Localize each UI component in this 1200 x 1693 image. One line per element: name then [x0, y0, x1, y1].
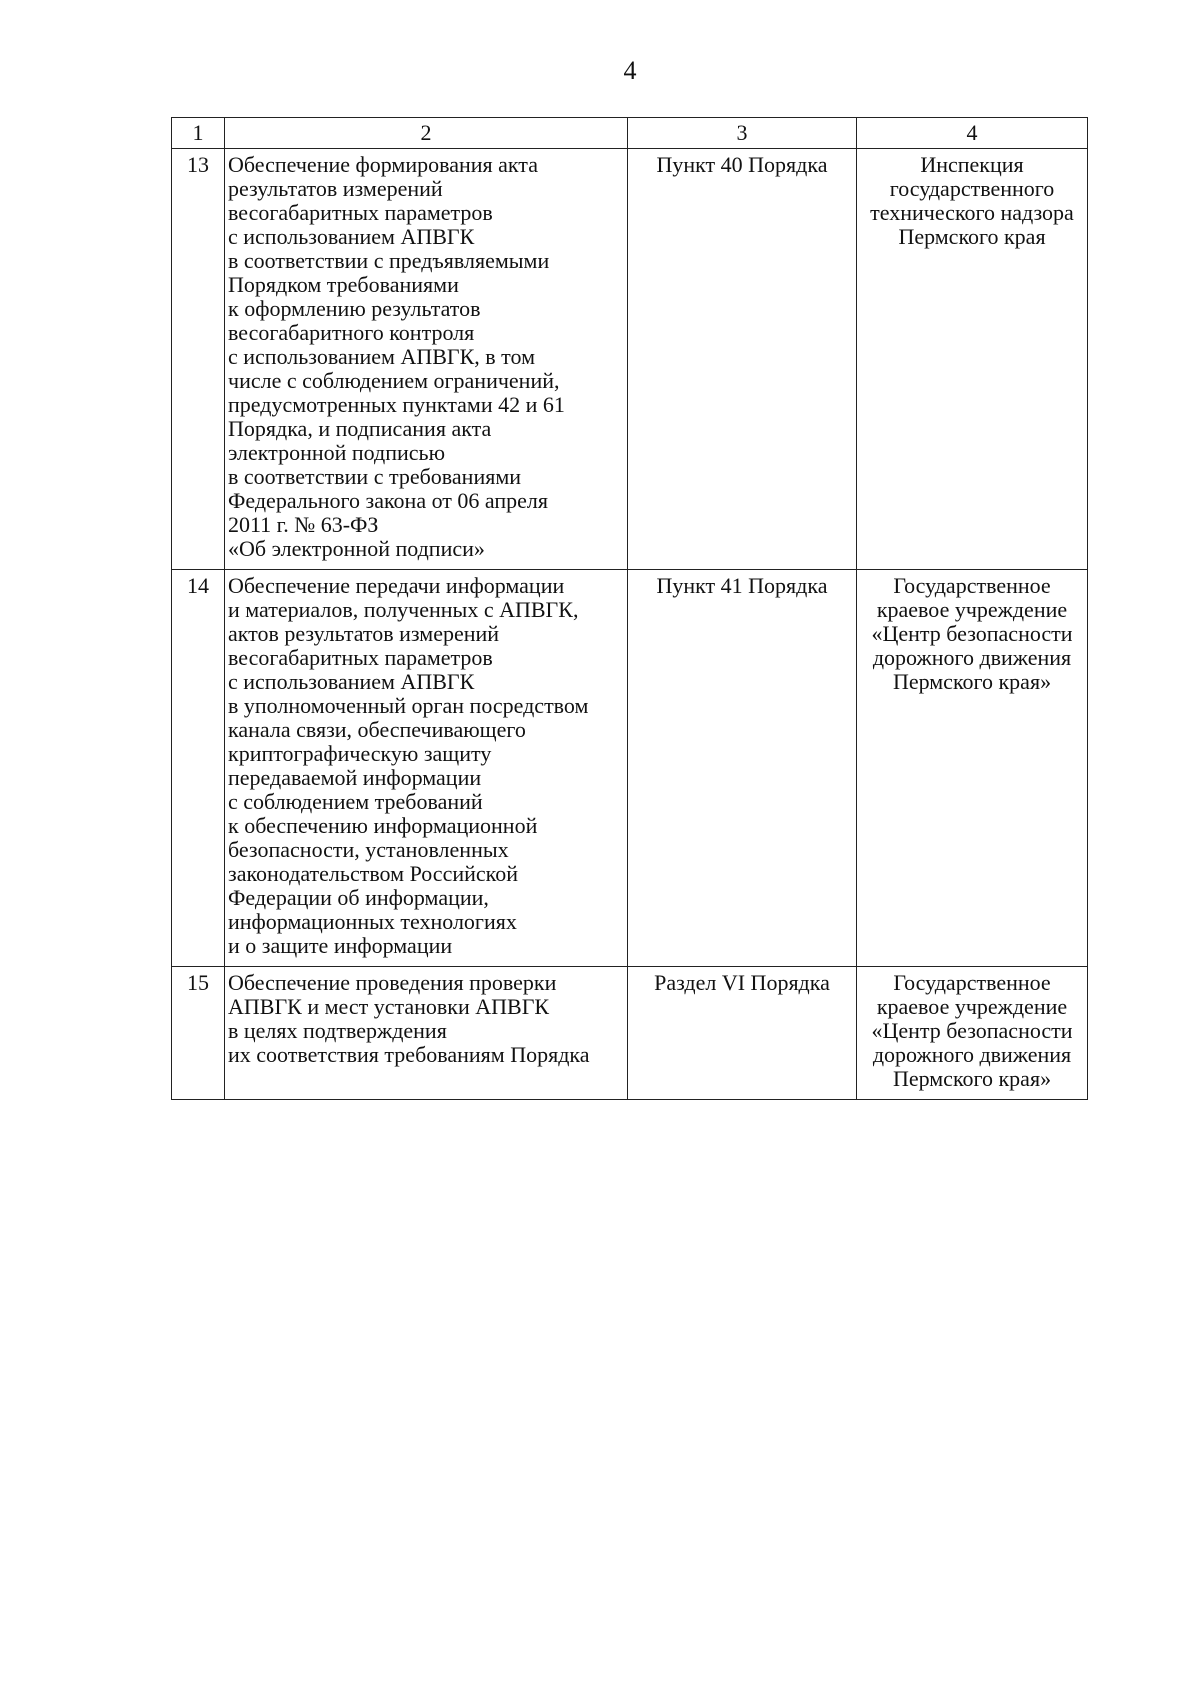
responsible-cell-line: Инспекция — [920, 152, 1024, 177]
description-cell-line: Обеспечение формирования акта — [228, 152, 538, 177]
document-table — [171, 117, 1088, 1100]
reference-cell-line: Пункт 41 Порядка — [656, 573, 828, 598]
row-number-cell: 15 — [172, 967, 225, 1100]
description-cell-line: числе с соблюдением ограничений, — [228, 368, 560, 393]
description-cell-line: с использованием АПВГК — [228, 669, 475, 694]
description-cell-line: в соответствии с предъявляемыми — [228, 248, 550, 273]
description-cell-line: к оформлению результатов — [228, 296, 481, 321]
description-cell — [225, 149, 628, 570]
responsible-cell-line: дорожного движения — [872, 1042, 1072, 1067]
description-cell-line: Порядка, и подписания акта — [228, 416, 492, 441]
description-cell-line: в соответствии с требованиями — [228, 464, 522, 489]
description-cell-line: их соответствия требованиям Порядка — [228, 1042, 590, 1067]
description-cell-line: с использованием АПВГК — [228, 224, 475, 249]
table-body — [172, 149, 1088, 1100]
header-col-4: 4 — [857, 118, 1088, 149]
header-col-3: 3 — [628, 118, 857, 149]
description-cell-line: АПВГК и мест установки АПВГК — [228, 994, 550, 1019]
responsible-cell — [857, 149, 1088, 570]
description-cell-line: передаваемой информации — [228, 765, 482, 790]
description-cell-line: актов результатов измерений — [228, 621, 500, 646]
description-cell-line: Федерального закона от 06 апреля — [228, 488, 549, 513]
description-cell — [225, 570, 628, 967]
description-cell-line: весогабаритного контроля — [228, 320, 475, 345]
responsible-cell-line: «Центр безопасности — [871, 621, 1073, 646]
description-cell-line: электронной подписью — [228, 440, 446, 465]
responsible-cell-line: краевое учреждение — [876, 994, 1068, 1019]
responsible-cell — [857, 570, 1088, 967]
description-cell-line: криптографическую защиту — [228, 741, 492, 766]
responsible-cell-line: дорожного движения — [872, 645, 1072, 670]
responsible-cell-line: Пермского края — [898, 224, 1046, 249]
description-cell-line: законодательством Российской — [228, 861, 518, 886]
description-cell-line: канала связи, обеспечивающего — [228, 717, 526, 742]
description-cell-line: в уполномоченный орган посредством — [228, 693, 589, 718]
reference-cell — [628, 967, 857, 1100]
description-cell-line: предусмотренных пунктами 42 и 61 — [228, 392, 565, 417]
description-cell-line: Обеспечение передачи информации — [228, 573, 565, 598]
responsible-cell-line: Государственное — [893, 970, 1051, 995]
table-row — [172, 149, 1088, 570]
responsible-cell-line: Пермского края» — [892, 1066, 1052, 1091]
responsible-cell — [857, 967, 1088, 1100]
reference-cell-line: Раздел VI Порядка — [654, 970, 830, 995]
description-cell-line: безопасности, установленных — [228, 837, 509, 862]
description-cell-line: весогабаритных параметров — [228, 200, 493, 225]
row-number-cell: 13 — [172, 149, 225, 570]
description-cell-line: «Об электронной подписи» — [228, 536, 485, 561]
responsible-cell-line: Пермского края» — [892, 669, 1052, 694]
header-col-2: 2 — [225, 118, 628, 149]
description-cell-line: и материалов, полученных с АПВГК, — [228, 597, 579, 622]
responsible-cell-line: Государственное — [893, 573, 1051, 598]
page-number: 4 — [623, 56, 637, 85]
description-cell-line: с соблюдением требований — [228, 789, 483, 814]
reference-cell-line: Пункт 40 Порядка — [656, 152, 828, 177]
description-cell-line: с использованием АПВГК, в том — [228, 344, 536, 369]
description-cell-line: в целях подтверждения — [228, 1018, 447, 1043]
description-cell — [225, 967, 628, 1100]
description-cell-line: Федерации об информации, — [228, 885, 489, 910]
description-cell-line: информационных технологиях — [228, 909, 517, 934]
description-cell-line: Порядком требованиями — [228, 272, 459, 297]
header-col-1: 1 — [172, 118, 225, 149]
responsible-cell-line: краевое учреждение — [876, 597, 1068, 622]
description-cell-line: результатов измерений — [228, 176, 443, 201]
table-row — [172, 967, 1088, 1100]
reference-cell — [628, 149, 857, 570]
reference-cell — [628, 570, 857, 967]
responsible-cell-line: технического надзора — [870, 200, 1074, 225]
description-cell-line: 2011 г. № 63-ФЗ — [228, 512, 379, 537]
description-cell-line: и о защите информации — [228, 933, 453, 958]
row-number-cell: 14 — [172, 570, 225, 967]
document-table-container — [171, 117, 1088, 1100]
description-cell-line: весогабаритных параметров — [228, 645, 493, 670]
responsible-cell-line: «Центр безопасности — [871, 1018, 1073, 1043]
table-row — [172, 570, 1088, 967]
responsible-cell-line: государственного — [889, 176, 1055, 201]
description-cell-line: Обеспечение проведения проверки — [228, 970, 557, 995]
table-header-row — [172, 118, 1088, 149]
description-cell-line: к обеспечению информационной — [228, 813, 538, 838]
